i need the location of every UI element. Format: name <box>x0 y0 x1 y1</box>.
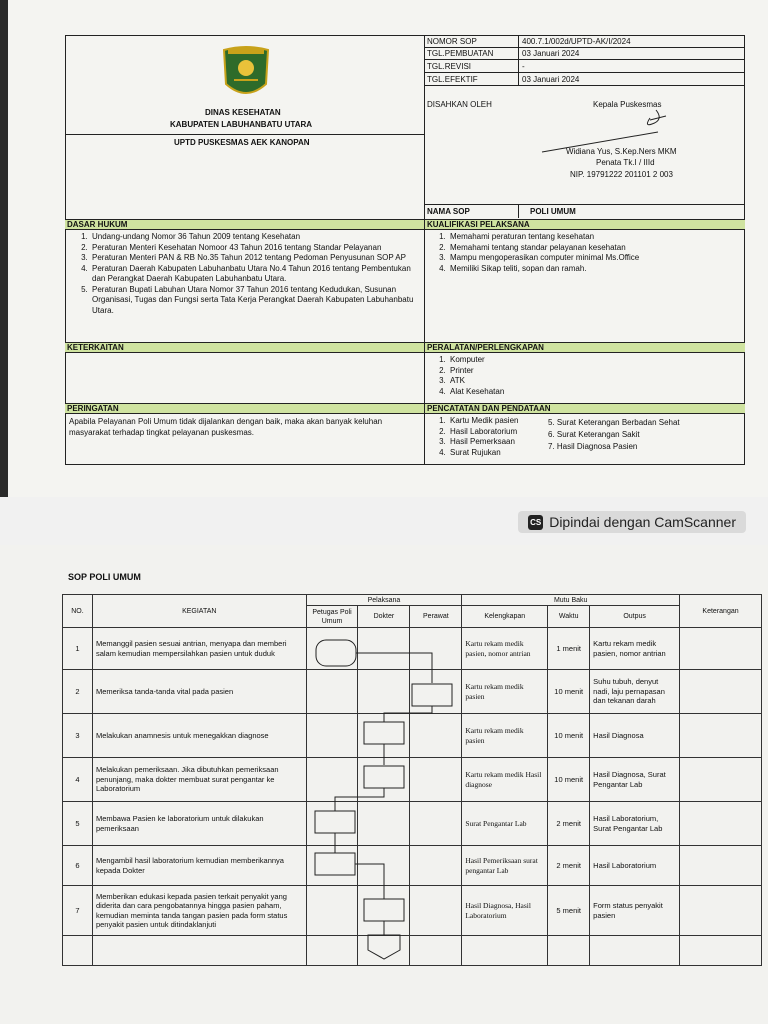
pencatatan-item-5: 5. Surat Keterangan Berbadan Sehat <box>548 418 680 427</box>
meta-label-efektif: TGL.EFEKTIF <box>427 75 478 84</box>
header-perawat: Perawat <box>410 606 462 628</box>
header-mutu: Mutu Baku <box>462 595 680 606</box>
table-row <box>63 628 762 670</box>
cell-dokter <box>358 670 410 714</box>
list-item: 4. Peraturan Daerah Kabupaten Labuhanbatu Utara No.4 Tahun 2016 tentang Pembentukan dan Perangkat Daerah Kabupaten Labuhanbatu Utara. <box>90 264 424 285</box>
cell-kegiatan: Memeriksa tanda-tanda vital pada pasien <box>92 670 306 714</box>
scanner-bar <box>0 497 768 545</box>
cell-no: 1 <box>63 628 93 670</box>
camscanner-badge <box>518 511 746 533</box>
cell-keterangan <box>680 758 762 802</box>
unit-name: UPTD PUSKESMAS AEK KANOPAN <box>174 138 310 147</box>
list-item: 2. Hasil Laboratorium <box>448 427 558 438</box>
list-item: 4. Alat Kesehatan <box>448 387 744 398</box>
pencatatan-header: PENCATATAN DAN PENDATAAN <box>425 403 745 414</box>
camscanner-label: Dipindai dengan CamScanner <box>549 514 736 530</box>
cell-kelengkapan: Kartu rekam medik pasien, nomor antrian <box>462 628 548 670</box>
cell-perawat <box>410 714 462 758</box>
list-item: 1. Kartu Medik pasien <box>448 416 558 427</box>
cell-empty <box>462 936 548 966</box>
list-item: 1. Memahami peraturan tentang kesehatan <box>448 232 744 243</box>
cell-waktu: 2 menit <box>548 802 590 846</box>
table-row <box>63 714 762 758</box>
list-item: 5. Peraturan Bupati Labuhan Utara Nomor 37 Tahun 2016 tentang Kedudukan, Susunan Organisasi, Tugas dan Fungsi serta Tata Kerja Perangkat Daerah Kabupaten Labuhanbatu Utara. <box>90 285 424 317</box>
list-item: 3. Mampu mengoperasikan computer minimal Ms.Office <box>448 253 744 264</box>
cell-perawat <box>410 758 462 802</box>
peralatan-list <box>428 355 744 397</box>
list-item: 2. Peraturan Menteri Kesehatan Nomoor 43 Tahun 2016 tentang Standar Pelayanan <box>90 243 424 254</box>
meta-label-pembuatan: TGL.PEMBUATAN <box>427 49 494 58</box>
kualifikasi-list <box>428 232 744 274</box>
header-output: Outpus <box>590 606 680 628</box>
cell-petugas <box>306 846 358 886</box>
cell-perawat <box>410 886 462 936</box>
table-row <box>63 802 762 846</box>
header-no: NO. <box>63 595 93 628</box>
meta-value-revisi: - <box>522 62 525 71</box>
cell-empty <box>680 936 762 966</box>
cell-perawat <box>410 670 462 714</box>
dasar-hukum-header: DASAR HUKUM <box>65 219 424 230</box>
header-keterangan: Keterangan <box>680 595 762 628</box>
meta-value-nomor: 400.7.1/002d/UPTD-AK/I/2024 <box>522 37 631 46</box>
pencatatan-item-7: 7. Hasil Diagnosa Pasien <box>548 442 638 451</box>
cell-empty <box>410 936 462 966</box>
list-item: 3. Hasil Pemerksaan <box>448 437 558 448</box>
table-row <box>63 758 762 802</box>
cell-empty <box>63 936 93 966</box>
pencatatan-item-6: 6. Surat Keterangan Sakit <box>548 430 640 439</box>
signer-name: Widiana Yus, S.Kep.Ners MKM <box>566 147 677 156</box>
cell-petugas <box>306 886 358 936</box>
cell-kelengkapan: Hasil Pemeriksaan surat pengantar Lab <box>462 846 548 886</box>
cell-no: 7 <box>63 886 93 936</box>
signer-title: Kepala Puskesmas <box>593 100 662 109</box>
cell-waktu: 2 menit <box>548 846 590 886</box>
sop-table-title: SOP POLI UMUM <box>68 572 141 582</box>
cell-kelengkapan: Kartu rekam medik pasien <box>462 670 548 714</box>
peringatan-header: PERINGATAN <box>65 403 424 414</box>
sop-cover-page <box>8 0 768 497</box>
cell-no: 2 <box>63 670 93 714</box>
keterkaitan-header: KETERKAITAN <box>65 342 424 353</box>
list-item: 1. Undang-undang Nomor 36 Tahun 2009 tentang Kesehatan <box>90 232 424 243</box>
cell-petugas <box>306 802 358 846</box>
cell-petugas <box>306 714 358 758</box>
cell-no: 3 <box>63 714 93 758</box>
signer-rank: Penata Tk.I / IIId <box>596 158 655 167</box>
cell-kegiatan: Memanggil pasien sesuai antrian, menyapa dan memberi salam kemudian mempersilahkan pasien untuk duduk <box>92 628 306 670</box>
cell-empty <box>92 936 306 966</box>
peringatan-text-2: masyarakat terhadap tingkat pelayanan puskesmas. <box>69 428 254 437</box>
cell-no: 4 <box>63 758 93 802</box>
cell-empty <box>306 936 358 966</box>
cell-keterangan <box>680 886 762 936</box>
cell-dokter <box>358 846 410 886</box>
header-kegiatan: KEGIATAN <box>92 595 306 628</box>
kualifikasi-header: KUALIFIKASI PELAKSANA <box>425 219 745 230</box>
cell-dokter <box>358 628 410 670</box>
meta-label-revisi: TGL.REVISI <box>427 62 472 71</box>
cell-dokter <box>358 802 410 846</box>
org-name-2: KABUPATEN LABUHANBATU UTARA <box>170 120 313 129</box>
cell-kegiatan: Melakukan anamnesis untuk menegakkan diagnose <box>92 714 306 758</box>
list-item: 4. Memiliki Sikap teliti, sopan dan ramah. <box>448 264 744 275</box>
org-name-1: DINAS KESEHATAN <box>205 108 281 117</box>
dasar-hukum-list <box>70 232 424 316</box>
cell-kelengkapan: Surat Pengantar Lab <box>462 802 548 846</box>
cell-empty <box>590 936 680 966</box>
cell-kegiatan: Memberikan edukasi kepada pasien terkait penyakit yang diderita dan cara pengobatannya hingga pasien paham, kemudian meminta tanda tangan pasien pada form status penyakit pasien untuk ditindaklanjuti <box>92 886 306 936</box>
cell-perawat <box>410 802 462 846</box>
cell-waktu: 1 menit <box>548 628 590 670</box>
cell-output: Hasil Laboratorium, Surat Pengantar Lab <box>590 802 680 846</box>
cell-kegiatan: Mengambil hasil laboratorium kemudian memberikannya kepada Dokter <box>92 846 306 886</box>
cell-perawat <box>410 628 462 670</box>
sop-table-page <box>0 545 768 1024</box>
cell-waktu: 10 menit <box>548 714 590 758</box>
cell-dokter <box>358 886 410 936</box>
camscanner-logo-icon: CS <box>528 515 543 530</box>
cell-keterangan <box>680 670 762 714</box>
peralatan-header: PERALATAN/PERLENGKAPAN <box>425 342 745 353</box>
table-row <box>63 886 762 936</box>
table-row <box>63 670 762 714</box>
disahkan-label: DISAHKAN OLEH <box>427 100 492 109</box>
cell-kelengkapan: Hasil Diagnosa, Hasil Laboratorium <box>462 886 548 936</box>
cell-dokter <box>358 758 410 802</box>
cell-output: Hasil Diagnosa <box>590 714 680 758</box>
cell-keterangan <box>680 714 762 758</box>
cell-output: Suhu tubuh, denyut nadi, laju pernapasan dan tekanan darah <box>590 670 680 714</box>
header-petugas: Petugas Poli Umum <box>306 606 358 628</box>
signer-nip: NIP. 19791222 201101 2 003 <box>570 170 673 179</box>
table-row-empty <box>63 936 762 966</box>
list-item: 4. Surat Rujukan <box>448 448 558 459</box>
cell-kelengkapan: Kartu rekam medik pasien <box>462 714 548 758</box>
list-item: 3. ATK <box>448 376 744 387</box>
cell-keterangan <box>680 802 762 846</box>
cell-petugas <box>306 758 358 802</box>
nama-sop-value: POLI UMUM <box>530 207 576 216</box>
header-waktu: Waktu <box>548 606 590 628</box>
meta-label-nomor: NOMOR SOP <box>427 37 477 46</box>
cell-dokter <box>358 714 410 758</box>
list-item: 2. Printer <box>448 366 744 377</box>
cell-output: Hasil Laboratorium <box>590 846 680 886</box>
cell-perawat <box>410 846 462 886</box>
list-item: 2. Memahami tentang standar pelayanan kesehatan <box>448 243 744 254</box>
cell-petugas <box>306 670 358 714</box>
meta-value-pembuatan: 03 Januari 2024 <box>522 49 580 58</box>
regency-logo-icon <box>220 44 272 102</box>
cell-no: 5 <box>63 802 93 846</box>
header-pelaksana: Pelaksana <box>306 595 462 606</box>
cell-petugas <box>306 628 358 670</box>
meta-value-efektif: 03 Januari 2024 <box>522 75 580 84</box>
list-item: 3. Peraturan Menteri PAN & RB No.35 Tahun 2012 tentang Pedoman Penyusunan SOP AP <box>90 253 424 264</box>
cell-kelengkapan: Kartu rekam medik Hasil diagnose <box>462 758 548 802</box>
header-dokter: Dokter <box>358 606 410 628</box>
table-row <box>63 846 762 886</box>
peringatan-text-1: Apabila Pelayanan Poli Umum tidak dijalankan dengan baik, maka akan banyak keluhan <box>69 417 383 426</box>
cell-no: 6 <box>63 846 93 886</box>
header-kelengkapan: Kelengkapan <box>462 606 548 628</box>
cell-keterangan <box>680 846 762 886</box>
sop-flow-table <box>62 594 762 966</box>
cell-kegiatan: Membawa Pasien ke laboratorium untuk dilakukan pemeriksaan <box>92 802 306 846</box>
cell-empty <box>548 936 590 966</box>
cell-waktu: 10 menit <box>548 758 590 802</box>
cell-waktu: 5 menit <box>548 886 590 936</box>
cell-output: Hasil Diagnosa, Surat Pengantar Lab <box>590 758 680 802</box>
pencatatan-list <box>428 416 558 458</box>
list-item: 1. Komputer <box>448 355 744 366</box>
cell-waktu: 10 menit <box>548 670 590 714</box>
cell-keterangan <box>680 628 762 670</box>
nama-sop-label: NAMA SOP <box>427 207 470 216</box>
cell-output: Kartu rekam medik pasien, nomor antrian <box>590 628 680 670</box>
cell-empty <box>358 936 410 966</box>
cell-kegiatan: Melakukan pemeriksaan. Jika dibutuhkan pemeriksaan penunjang, maka dokter membuat surat pengantar ke Laboratorium <box>92 758 306 802</box>
cell-output: Form status penyakit pasien <box>590 886 680 936</box>
